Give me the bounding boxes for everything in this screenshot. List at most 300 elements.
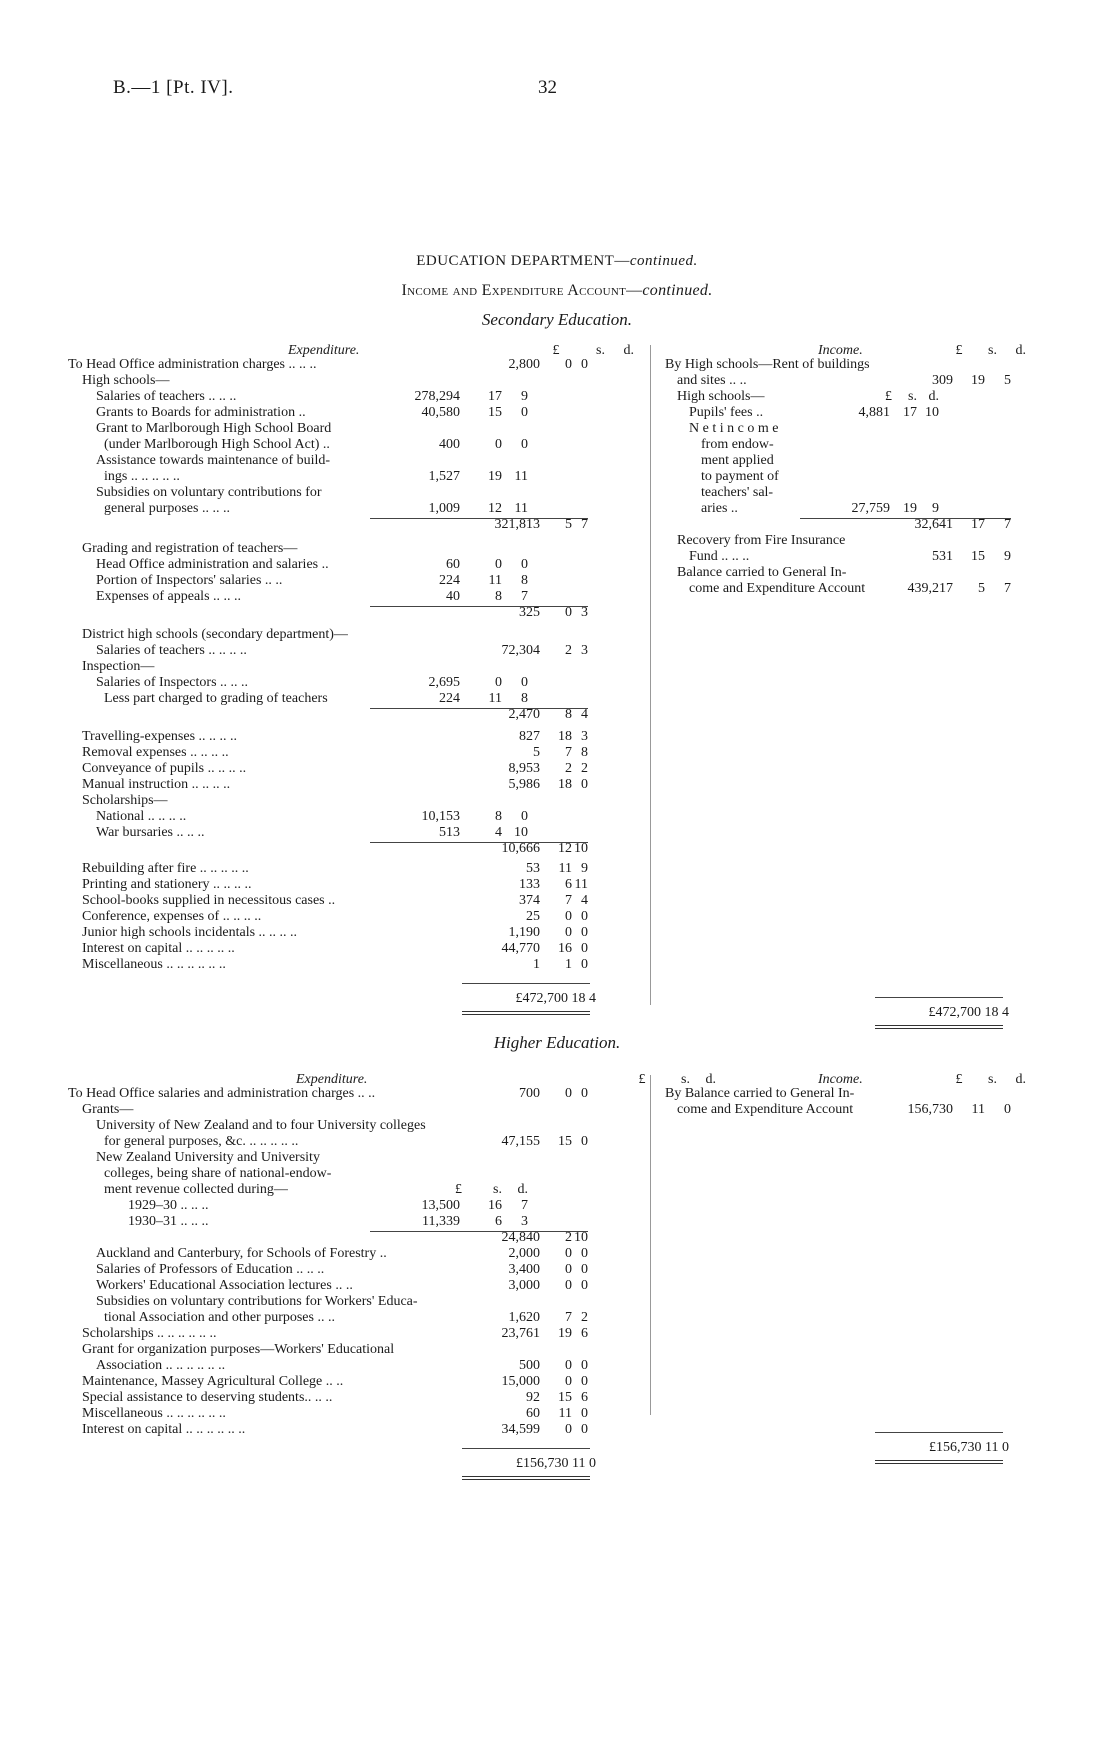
sec-exp-total-shillings: 7	[565, 893, 572, 908]
sec-exp-total-pounds: 133	[519, 877, 540, 892]
secondary-pound-head: £	[552, 343, 560, 358]
sec-exp-row	[68, 437, 648, 453]
sec-exp-sub-shillings: 15	[488, 405, 502, 420]
sec-exp-sub-pounds: 513	[439, 825, 460, 840]
sec-exp-row-label: Printing and stationery .. .. .. ..	[82, 877, 252, 892]
sec-exp-row	[68, 405, 648, 421]
higher-education-title: Higher Education.	[493, 1033, 621, 1052]
sec-inc-row	[665, 357, 1045, 373]
sec-inc-row-label: N e t i n c o m e	[689, 421, 779, 436]
hig-exp-row	[68, 1102, 648, 1118]
department-title-continued: continued.	[629, 253, 698, 269]
hig-exp-total-shillings: 0	[565, 1086, 572, 1101]
sec-exp-row	[68, 605, 648, 621]
sec-exp-total-pence: 0	[581, 909, 588, 924]
sec-inc-sub-pounds: 27,759	[851, 501, 890, 516]
sec-inc-grand-total: £472,700 18 4	[928, 1005, 1009, 1020]
hig-exp-total-pounds: 47,155	[501, 1134, 540, 1149]
sec-exp-row-label: Grading and registration of teachers—	[82, 541, 298, 556]
hig-exp-total-pounds: 3,000	[508, 1278, 540, 1293]
sec-exp-sub-shillings: 0	[495, 437, 502, 452]
sec-exp-total-pounds: 53	[526, 861, 540, 876]
sec-inc-row	[665, 453, 1045, 469]
hig-exp-total-pounds: 92	[526, 1390, 540, 1405]
sec-inc-row-label: ment applied	[701, 453, 774, 468]
sec-exp-row	[68, 373, 648, 389]
sec-exp-row	[68, 421, 648, 437]
hig-exp-total-shillings: 19	[558, 1326, 572, 1341]
hig-exp-sub-shillings: 16	[488, 1198, 502, 1213]
sec-inc-total-pence: 7	[1004, 517, 1011, 532]
secondary-income-heading: Income.	[818, 343, 863, 358]
hig-inc-grand-total-rule-top	[875, 1432, 1003, 1433]
sec-exp-total-shillings: 1	[565, 957, 572, 972]
sec-exp-row	[68, 517, 648, 533]
hig-exp-total-pounds: 60	[526, 1406, 540, 1421]
sec-inc-sub-pence-head: d.	[928, 389, 939, 404]
hig-exp-total-pence: 2	[581, 1310, 588, 1325]
sec-exp-row	[68, 861, 648, 877]
sec-exp-total-shillings: 2	[565, 761, 572, 776]
sec-exp-total-shillings: 16	[558, 941, 572, 956]
sec-exp-row	[68, 761, 648, 777]
sec-exp-total-pence: 11	[574, 877, 588, 892]
hig-exp-total-pounds: 1,620	[508, 1310, 540, 1325]
sec-inc-row-label: Pupils' fees ..	[689, 405, 764, 420]
sec-inc-total-pence: 5	[1004, 373, 1011, 388]
hig-exp-sub-pound-head: £	[455, 1182, 462, 1197]
sec-exp-row	[68, 691, 648, 707]
sec-inc-total-shillings: 19	[971, 373, 985, 388]
hig-exp-row	[68, 1150, 648, 1166]
sec-inc-total-pounds: 32,641	[914, 517, 953, 532]
sec-exp-sub-shillings: 8	[495, 809, 502, 824]
sec-exp-sub-pence: 7	[521, 589, 528, 604]
sec-inc-row-label: Recovery from Fire Insurance	[677, 533, 846, 548]
sec-exp-total-shillings: 7	[565, 745, 572, 760]
hig-exp-total-pence: 10	[574, 1230, 588, 1245]
secondary-income-shilling-head: s.	[988, 343, 997, 358]
secondary-shilling-head: s.	[596, 343, 605, 358]
secondary-divider	[650, 345, 651, 1005]
hig-exp-total-pounds: 15,000	[501, 1374, 540, 1389]
hig-exp-sub-shillings: 6	[495, 1214, 502, 1229]
sec-exp-row-label: School-books supplied in necessitous cases ..	[82, 893, 336, 908]
hig-exp-row	[68, 1230, 648, 1246]
sec-exp-sub-shillings: 4	[495, 825, 502, 840]
hig-exp-row	[68, 1134, 648, 1150]
sec-exp-total-shillings: 5	[565, 517, 572, 532]
sec-exp-row	[68, 627, 648, 643]
sec-exp-total-pounds: 321,813	[494, 517, 540, 532]
hig-exp-row-label: 1930–31 .. .. ..	[128, 1214, 209, 1229]
sec-exp-row-label: High schools—	[82, 373, 170, 388]
sec-exp-total-pounds: 1,190	[508, 925, 540, 940]
hig-exp-row	[68, 1198, 648, 1214]
hig-exp-row-label: ment revenue collected during—	[104, 1182, 288, 1197]
hig-exp-total-shillings: 15	[558, 1390, 572, 1405]
secondary-expenditure-heading: Expenditure.	[288, 343, 360, 358]
sec-exp-sub-pence: 10	[514, 825, 528, 840]
sec-exp-sub-shillings: 11	[488, 691, 502, 706]
sec-exp-row-label: (under Marlborough High School Act) ..	[104, 437, 330, 452]
sec-exp-total-shillings: 18	[558, 729, 572, 744]
sec-exp-row	[68, 357, 648, 373]
sec-exp-sub-pounds: 2,695	[428, 675, 460, 690]
sec-inc-total-shillings: 15	[971, 549, 985, 564]
sec-exp-row-label: Portion of Inspectors' salaries .. ..	[96, 573, 283, 588]
hig-exp-row	[68, 1118, 648, 1134]
sec-exp-sub-shillings: 19	[488, 469, 502, 484]
hig-exp-row	[68, 1406, 648, 1422]
hig-exp-row-label: To Head Office salaries and administration charges .. ..	[68, 1086, 376, 1101]
sec-exp-sub-pounds: 10,153	[421, 809, 460, 824]
hig-exp-row	[68, 1182, 648, 1198]
hig-exp-row	[68, 1086, 648, 1102]
sec-inc-row	[665, 405, 1045, 421]
sec-exp-row	[68, 777, 648, 793]
hig-exp-total-shillings: 15	[558, 1134, 572, 1149]
sec-exp-total-pence: 2	[581, 761, 588, 776]
higher-income-panel	[665, 1072, 1045, 1498]
sec-exp-total-pence: 3	[581, 605, 588, 620]
hig-exp-grand-total-rule-bottom	[462, 1476, 590, 1480]
sec-inc-row-label: and sites .. ..	[677, 373, 747, 388]
sec-inc-row	[665, 437, 1045, 453]
sec-exp-sub-pence: 11	[514, 501, 528, 516]
hig-exp-row-label: colleges, being share of national-endow-	[104, 1166, 332, 1181]
higher-shilling-head: s.	[681, 1072, 690, 1087]
sec-exp-row	[68, 501, 648, 517]
sec-inc-sub-shilling-head: s.	[908, 389, 917, 404]
sec-exp-sub-shillings: 0	[495, 557, 502, 572]
hig-exp-total-shillings: 0	[565, 1358, 572, 1373]
sec-inc-sub-shillings: 17	[903, 405, 917, 420]
hig-exp-sub-pence: 7	[521, 1198, 528, 1213]
sec-inc-row-label: Balance carried to General In-	[677, 565, 847, 580]
sec-exp-row	[68, 841, 648, 857]
hig-exp-row	[68, 1262, 648, 1278]
sec-exp-row-label: National .. .. .. ..	[96, 809, 187, 824]
sec-exp-row	[68, 389, 648, 405]
sec-exp-sub-shillings: 17	[488, 389, 502, 404]
sec-inc-row-label: to payment of	[701, 469, 779, 484]
sec-inc-row	[665, 389, 1045, 405]
sec-exp-total-pence: 0	[581, 357, 588, 372]
hig-exp-row	[68, 1390, 648, 1406]
sec-exp-row-label: Salaries of teachers .. .. .. ..	[96, 643, 247, 658]
sec-exp-sub-pounds: 40	[446, 589, 460, 604]
sec-exp-row	[68, 793, 648, 809]
sec-exp-sub-shillings: 0	[495, 675, 502, 690]
sec-exp-total-pounds: 1	[533, 957, 540, 972]
sec-exp-sub-pounds: 400	[439, 437, 460, 452]
hig-exp-row-label: tional Association and other purposes .. ..	[104, 1310, 335, 1325]
sec-exp-sub-shillings: 12	[488, 501, 502, 516]
sec-exp-total-shillings: 8	[565, 707, 572, 722]
hig-inc-total-pence: 0	[1004, 1102, 1011, 1117]
sec-exp-sub-pounds: 1,009	[428, 501, 460, 516]
sec-inc-row	[665, 565, 1045, 581]
sec-exp-total-pounds: 374	[519, 893, 540, 908]
sec-exp-total-shillings: 0	[565, 909, 572, 924]
sec-exp-row-label: Conference, expenses of .. .. .. ..	[82, 909, 262, 924]
sec-exp-grand-total-rule-top	[462, 983, 590, 984]
sec-exp-row-label: Salaries of teachers .. .. ..	[96, 389, 237, 404]
sec-exp-row-label: Less part charged to grading of teachers	[104, 691, 328, 706]
sec-inc-row-label: from endow-	[701, 437, 774, 452]
secondary-income-pound-head: £	[955, 343, 963, 358]
higher-pound-head: £	[638, 1072, 646, 1087]
sec-exp-sub-pounds: 60	[446, 557, 460, 572]
hig-exp-row-label: Auckland and Canterbury, for Schools of Forestry ..	[96, 1246, 387, 1261]
hig-exp-row	[68, 1246, 648, 1262]
sec-exp-row-label: Removal expenses .. .. .. ..	[82, 745, 229, 760]
sec-exp-sub-pounds: 224	[439, 691, 460, 706]
sec-exp-total-pence: 0	[581, 941, 588, 956]
sec-inc-row	[665, 517, 1045, 533]
sec-exp-row-label: general purposes .. .. ..	[104, 501, 230, 516]
sec-inc-row-label: come and Expenditure Account	[689, 581, 866, 596]
account-title	[0, 283, 1114, 299]
hig-inc-total-shillings: 11	[971, 1102, 985, 1117]
sec-exp-sub-pence: 8	[521, 573, 528, 588]
hig-exp-row	[68, 1358, 648, 1374]
hig-exp-row	[68, 1326, 648, 1342]
sec-inc-sub-shillings: 19	[903, 501, 917, 516]
sec-inc-sub-pounds: 4,881	[858, 405, 890, 420]
hig-inc-grand-total-rule-bottom	[875, 1460, 1003, 1464]
sec-exp-row-label: Scholarships—	[82, 793, 168, 808]
sec-exp-total-pence: 0	[581, 777, 588, 792]
sec-exp-row	[68, 573, 648, 589]
hig-inc-grand-total: £156,730 11 0	[929, 1440, 1009, 1455]
page-code: B.—1 [Pt. IV].	[113, 77, 234, 98]
sec-exp-row-label: Grants to Boards for administration ..	[96, 405, 306, 420]
sec-exp-total-shillings: 11	[558, 861, 572, 876]
secondary-income-pence-head: d.	[1015, 343, 1026, 358]
sec-inc-row-label: High schools—	[677, 389, 765, 404]
hig-exp-row-label: Scholarships .. .. .. .. .. ..	[82, 1326, 217, 1341]
hig-exp-grand-total: £156,730 11 0	[516, 1456, 596, 1471]
sec-exp-row	[68, 589, 648, 605]
hig-exp-total-pounds: 24,840	[501, 1230, 540, 1245]
page-number: 32	[538, 77, 557, 98]
sec-exp-row-label: Conveyance of pupils .. .. .. ..	[82, 761, 247, 776]
sec-exp-row	[68, 825, 648, 841]
sec-inc-total-pounds: 531	[932, 549, 953, 564]
sec-exp-total-shillings: 6	[565, 877, 572, 892]
hig-exp-row-label: Grants—	[82, 1102, 134, 1117]
sec-exp-row-label: Interest on capital .. .. .. .. ..	[82, 941, 235, 956]
secondary-expenditure-panel	[68, 343, 648, 1006]
hig-exp-row	[68, 1310, 648, 1326]
hig-exp-row-label: New Zealand University and University	[96, 1150, 320, 1165]
sec-exp-row-label: Assistance towards maintenance of build-	[96, 453, 331, 468]
hig-exp-sub-pence-head: d.	[517, 1182, 528, 1197]
hig-exp-row	[68, 1278, 648, 1294]
hig-exp-total-pence: 0	[581, 1134, 588, 1149]
sec-exp-row-label: Grant to Marlborough High School Board	[96, 421, 332, 436]
hig-exp-row-label: Interest on capital .. .. .. .. .. ..	[82, 1422, 246, 1437]
hig-exp-row	[68, 1166, 648, 1182]
sec-inc-grand-total-rule-bottom	[875, 1025, 1003, 1029]
sec-exp-total-shillings: 12	[558, 841, 572, 856]
sec-inc-sub-pound-head: £	[885, 389, 892, 404]
sec-inc-total-pence: 9	[1004, 549, 1011, 564]
hig-exp-row	[68, 1374, 648, 1390]
sec-exp-row	[68, 643, 648, 659]
secondary-pence-head: d.	[623, 343, 634, 358]
sec-inc-row	[665, 533, 1045, 549]
hig-exp-total-pence: 0	[581, 1246, 588, 1261]
sec-inc-row	[665, 421, 1045, 437]
sec-exp-total-shillings: 18	[558, 777, 572, 792]
sec-inc-row-label: teachers' sal-	[701, 485, 774, 500]
sec-exp-sub-pounds: 1,527	[428, 469, 460, 484]
hig-exp-sub-pounds: 13,500	[421, 1198, 460, 1213]
department-title	[0, 253, 1114, 269]
sec-exp-row	[68, 557, 648, 573]
hig-exp-row-label: Maintenance, Massey Agricultural College .. ..	[82, 1374, 344, 1389]
sec-exp-row-label: Head Office administration and salaries ..	[96, 557, 329, 572]
sec-exp-row-label: Manual instruction .. .. .. ..	[82, 777, 231, 792]
sec-exp-row-label: Junior high schools incidentals .. .. .. ..	[82, 925, 298, 940]
hig-exp-row-label: Subsidies on voluntary contributions for Workers' Educa-	[96, 1294, 418, 1309]
hig-exp-total-pence: 6	[581, 1390, 588, 1405]
sec-inc-row	[665, 501, 1045, 517]
hig-exp-row-label: Miscellaneous .. .. .. .. .. ..	[82, 1406, 226, 1421]
hig-exp-total-pence: 0	[581, 1422, 588, 1437]
account-title-continued: continued.	[642, 282, 713, 299]
sec-exp-sub-pounds: 224	[439, 573, 460, 588]
hig-exp-row	[68, 1342, 648, 1358]
hig-exp-total-shillings: 0	[565, 1262, 572, 1277]
hig-exp-row-label: University of New Zealand and to four University colleges	[96, 1118, 426, 1133]
sec-exp-row	[68, 469, 648, 485]
hig-exp-row-label: Special assistance to deserving students.. .. ..	[82, 1390, 333, 1405]
sec-exp-sub-shillings: 8	[495, 589, 502, 604]
sec-exp-sub-pence: 0	[521, 437, 528, 452]
sec-exp-grand-total: £472,700 18 4	[515, 991, 596, 1006]
sec-exp-total-pounds: 44,770	[501, 941, 540, 956]
sec-exp-total-pence: 3	[581, 643, 588, 658]
sec-exp-total-pence: 4	[581, 893, 588, 908]
sec-exp-row	[68, 485, 648, 501]
sec-exp-total-pounds: 2,470	[508, 707, 540, 722]
hig-exp-row-label: 1929–30 .. .. ..	[128, 1198, 209, 1213]
hig-exp-total-pence: 0	[581, 1374, 588, 1389]
sec-exp-row	[68, 675, 648, 691]
sec-exp-total-pence: 0	[581, 957, 588, 972]
hig-exp-total-shillings: 0	[565, 1374, 572, 1389]
higher-income-shilling-head: s.	[988, 1072, 997, 1087]
sec-exp-row	[68, 893, 648, 909]
sec-inc-total-pence: 7	[1004, 581, 1011, 596]
sec-exp-total-pounds: 5	[533, 745, 540, 760]
higher-expenditure-heading: Expenditure.	[296, 1072, 368, 1087]
sec-inc-row-label: aries ..	[701, 501, 738, 516]
hig-exp-total-pence: 0	[581, 1086, 588, 1101]
hig-exp-total-pounds: 3,400	[508, 1262, 540, 1277]
sec-exp-total-pounds: 2,800	[508, 357, 540, 372]
sec-exp-total-pence: 0	[581, 925, 588, 940]
sec-exp-row	[68, 925, 648, 941]
sec-exp-sub-pence: 0	[521, 675, 528, 690]
sec-exp-row	[68, 453, 648, 469]
hig-exp-total-pence: 0	[581, 1262, 588, 1277]
higher-pence-head: d.	[705, 1072, 716, 1087]
hig-exp-total-pounds: 23,761	[501, 1326, 540, 1341]
sec-exp-row	[68, 707, 648, 723]
sec-exp-row	[68, 909, 648, 925]
sec-exp-total-shillings: 0	[565, 925, 572, 940]
secondary-income-panel	[665, 343, 1045, 1020]
sec-exp-row	[68, 957, 648, 973]
account-title-text: Income and Expenditure Account—	[401, 282, 643, 299]
hig-exp-total-pounds: 700	[519, 1086, 540, 1101]
sec-exp-row	[68, 809, 648, 825]
sec-inc-total-shillings: 5	[978, 581, 985, 596]
hig-inc-row-label: By Balance carried to General In-	[665, 1086, 855, 1101]
sec-exp-row-label: Subsidies on voluntary contributions for	[96, 485, 322, 500]
hig-exp-total-shillings: 7	[565, 1310, 572, 1325]
sec-exp-total-shillings: 0	[565, 605, 572, 620]
sec-inc-row	[665, 549, 1045, 565]
sec-exp-sub-pounds: 278,294	[414, 389, 460, 404]
hig-exp-total-pounds: 34,599	[501, 1422, 540, 1437]
sec-exp-total-pence: 3	[581, 729, 588, 744]
sec-exp-sub-pence: 0	[521, 557, 528, 572]
sec-inc-sub-pence: 9	[932, 501, 939, 516]
sec-exp-row-label: Rebuilding after fire .. .. .. .. ..	[82, 861, 249, 876]
sec-exp-total-pounds: 325	[519, 605, 540, 620]
hig-exp-sub-pence: 3	[521, 1214, 528, 1229]
higher-income-heading: Income.	[818, 1072, 863, 1087]
hig-exp-total-shillings: 11	[558, 1406, 572, 1421]
department-title-text: EDUCATION DEPARTMENT—	[416, 253, 630, 269]
sec-exp-total-pence: 4	[581, 707, 588, 722]
sec-exp-row	[68, 659, 648, 675]
sec-inc-total-pounds: 439,217	[907, 581, 953, 596]
hig-exp-row-label: Association .. .. .. .. .. ..	[96, 1358, 226, 1373]
hig-exp-total-pence: 0	[581, 1358, 588, 1373]
hig-exp-sub-pounds: 11,339	[422, 1214, 460, 1229]
sec-exp-row-label: Miscellaneous .. .. .. .. .. ..	[82, 957, 226, 972]
hig-inc-row	[665, 1102, 1045, 1118]
sec-inc-row-label: By High schools—Rent of buildings	[665, 357, 870, 372]
sec-exp-sub-pounds: 40,580	[421, 405, 460, 420]
hig-inc-total-pounds: 156,730	[907, 1102, 953, 1117]
sec-inc-sub-pence: 10	[925, 405, 939, 420]
sec-inc-row	[665, 581, 1045, 597]
hig-exp-row	[68, 1294, 648, 1310]
sec-exp-row	[68, 877, 648, 893]
sec-exp-row-label: To Head Office administration charges .. .. ..	[68, 357, 317, 372]
sec-exp-total-pounds: 8,953	[508, 761, 540, 776]
hig-exp-total-pounds: 500	[519, 1358, 540, 1373]
sec-inc-total-shillings: 17	[971, 517, 985, 532]
hig-exp-row-label: Grant for organization purposes—Workers' Educational	[82, 1342, 395, 1357]
sec-exp-row	[68, 541, 648, 557]
sec-exp-row	[68, 745, 648, 761]
sec-exp-sub-pence: 8	[521, 691, 528, 706]
sec-exp-row-label: War bursaries .. .. ..	[96, 825, 205, 840]
hig-exp-total-shillings: 2	[565, 1230, 572, 1245]
sec-exp-row	[68, 729, 648, 745]
hig-exp-total-shillings: 0	[565, 1246, 572, 1261]
sec-inc-row	[665, 485, 1045, 501]
